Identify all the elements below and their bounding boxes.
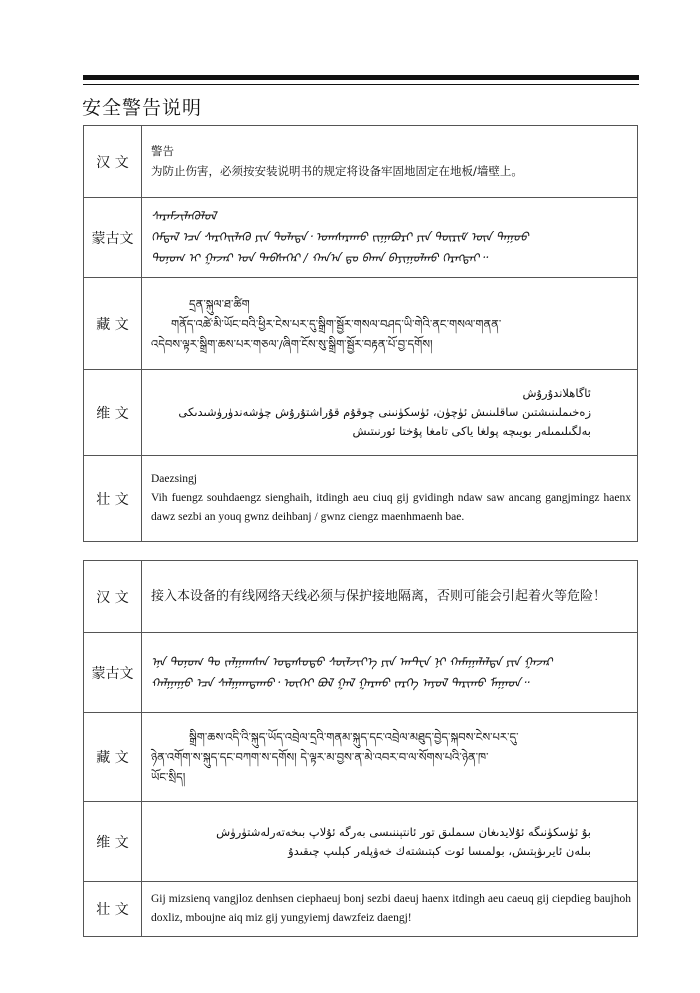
lang-label-za: 壮 文	[84, 456, 142, 542]
lang-label-ug: 维 文	[84, 370, 142, 456]
content-mn-2	[142, 633, 638, 713]
lang-label-ug-2: 维 文	[84, 802, 142, 882]
mn-line-1: ᠰᠡᠷᠡᠮᠵᠢᠯᠡᠭᠦᠯᠦᠯ	[151, 209, 217, 223]
lang-label-zh-2: 汉 文	[84, 561, 142, 633]
content-mn	[142, 198, 638, 278]
content-zh	[142, 126, 638, 198]
lang-label-za-2: 壮 文	[84, 882, 142, 937]
content-bo-2	[142, 713, 638, 802]
row-ug	[84, 370, 638, 456]
lang-label-mn-2: 蒙古文	[84, 633, 142, 713]
header-rule-thin	[83, 84, 639, 85]
content-zh-2	[142, 561, 638, 633]
warning-text-zh: 为防止伤害，必须按安装说明书的规定将设备牢固地固定在地板/墙壁上。	[151, 163, 523, 178]
ug2-line-1: بۇ ئۈسكۈنىگە ئۇلايدىغان سىملىق تور ئانتېننىسى بەرگە ئۇلاپ بىخەتەرلەشتۈرۈش	[216, 824, 591, 839]
row-za-2	[84, 882, 638, 937]
bo2-line-1: སྒྲིག་ཆས་འདི་འི་སྐུད་ཡོད་འབྲེལ་དྲའི་གནམ་སྐུད་དང་འབྲེལ་མཐུད་བྱེད་སྐབས་ངེས་པར་དུ་	[189, 730, 519, 744]
lang-label-zh: 汉 文	[84, 126, 142, 198]
bo2-line-2: ཉེན་འགོག་ས་སྐུད་དང་བཀག་ས་དགོས། དེ་ལྟར་མ་བྱས་ན་མེ་འབར་བ་ལ་སོགས་པའི་ཉེན་ཁ་	[151, 750, 489, 764]
warning-title-zh: 警告	[151, 143, 174, 158]
bo-line-1: དྲན་སྐུལ་ཐ་ཚིག	[189, 296, 250, 311]
bo-line-2: གནོད་འཚེ་མི་ཡོང་བའི་ཕྱིར་ངེས་པར་དུ་སྒྲིག་སྦྱོར་གསལ་བཤད་ཡི་གེའི་ནང་གསལ་གནན་	[171, 316, 502, 331]
lang-label-mn: 蒙古文	[84, 198, 142, 278]
za-title: Daezsingj	[151, 473, 197, 485]
za-text: Vih fuengz souhdaengz sienghaih, itdingh aeu ciuq gij gvidingh ndaw saw ancang gangjmingz haenx dawz sezbi an youq gwnz deihbanj / gwnz ciengz maenhmaenh bae.	[151, 492, 631, 523]
mn-line-3: ᠲᠣᠨᠣᠭ ᠢ ᠭᠠᠵᠠᠷ ᠤᠨ ᠳᠡᠪᠰᠡᠭᠡᠷ / ᠬᠠᠨ᠎ᠠ ᠳᠤ ᠪᠠᠬᠠ ᠪᠠᠶᠢᠭᠤᠯᠬᠤ ᠬᠡᠷᠡᠭᠲᠡᠢ᠃	[151, 251, 488, 265]
page-title: 安全警告说明	[82, 97, 203, 119]
ug2-line-2: بىلەن ئايرىۋېتىش، بولمىسا ئوت كېتىشتەك خەۋپلەر كېلىپ چىقىدۇ	[288, 843, 591, 858]
za-text-2: Gij mizsienq vangjloz denhsen ciephaeuj bonj sezbi daeuj haenx itdingh aeu caeuq gij ciepdieg baujhoh doxliz, mboujne aiq miz gij yungyiemj dawzfeiz daengj!	[151, 893, 631, 924]
row-zh-2	[84, 561, 638, 633]
warning-table-1	[83, 125, 638, 542]
row-bo	[84, 278, 638, 370]
content-za-2	[142, 882, 638, 937]
content-ug	[142, 370, 638, 456]
mn-line-2: ᠭᠡᠮᠲᠡᠯ ᠡᠴᠡ ᠰᠡᠷᠭᠡᠢᠯᠡᠬᠦ ᠶᠢᠨ ᠲᠤᠯᠠᠳᠠ᠂ ᠤᠭᠰᠠᠷᠠᠬᠤ ᠵᠢᠭᠠᠪᠤᠷᠢ ᠶᠢᠨ ᠳᠦᠷᠢᠮ ᠦᠨ ᠳᠠᠭᠤᠤ	[151, 230, 529, 244]
content-bo	[142, 278, 638, 370]
bo-line-3: འདེབས་ལྟར་སྒྲིག་ཆས་པར་གཅལ་/ཞིག་ངོས་སུ་སྒྲིག་སྦྱོར་བརྟན་པོ་བྱ་དགོས།	[151, 336, 433, 351]
warning-text-zh-2: 接入本设备的有线网络天线必须与保护接地隔离，否则可能会引起着火等危险！	[151, 589, 607, 604]
mn2-line-1: ᠡᠨᠡ ᠲᠣᠨᠣᠭ ᠲᠤ ᠵᠠᠯᠭᠠᠭᠰᠠᠨ ᠤᠲᠠᠰᠤᠲᠤ ᠰᠦᠯᠵᠢᠶ᠎ᠡ ᠶᠢᠨ ᠠᠨᠲ᠋ᠧᠨ ᠨᠢ ᠬᠠᠮᠠᠭᠠᠯᠠᠯᠲᠠ ᠶᠢᠨ ᠭᠠᠵᠠᠷ	[151, 654, 553, 669]
lang-label-bo: 藏 文	[84, 278, 142, 370]
row-mn-2	[84, 633, 638, 713]
content-ug-2	[142, 802, 638, 882]
header-rule-thick	[83, 75, 639, 80]
bo2-line-3: ཡོང་སྲིད།	[151, 770, 186, 784]
row-zh	[84, 126, 638, 198]
mn2-line-2: ᠬᠠᠯᠭᠠᠭᠤ ᠡᠴᠡ ᠰᠠᠯᠭᠠᠭᠳᠠᠬᠤ᠂ ᠦᠭᠡᠢ ᠪᠣᠯ ᠭᠠᠯ ᠭᠠᠷᠬᠤ ᠵᠡᠷᠭᠡ ᠠᠶᠤᠯ ᠲᠠᠷᠢᠬᠤ ᠮᠠᠭᠠᠳ᠃	[151, 675, 529, 690]
row-za	[84, 456, 638, 542]
ug-line-2: زەخىملىنىشتىن ساقلىنىش ئۈچۈن، ئۈسكۈنىنى چوقۇم قۇراشتۇرۇش چۈشەندۈرۈشىدىكى	[178, 405, 591, 419]
ug-line-1: ئاگاھلاندۇرۇش	[522, 386, 591, 400]
lang-label-bo-2: 藏 文	[84, 713, 142, 802]
row-ug-2	[84, 802, 638, 882]
content-za	[142, 456, 638, 542]
warning-table-2	[83, 560, 638, 937]
ug-line-3: بەلگىلىمىلەر بويىچە پولغا ياكى تامغا پۇختا ئورنىتىش	[352, 424, 591, 438]
row-bo-2	[84, 713, 638, 802]
row-mn	[84, 198, 638, 278]
